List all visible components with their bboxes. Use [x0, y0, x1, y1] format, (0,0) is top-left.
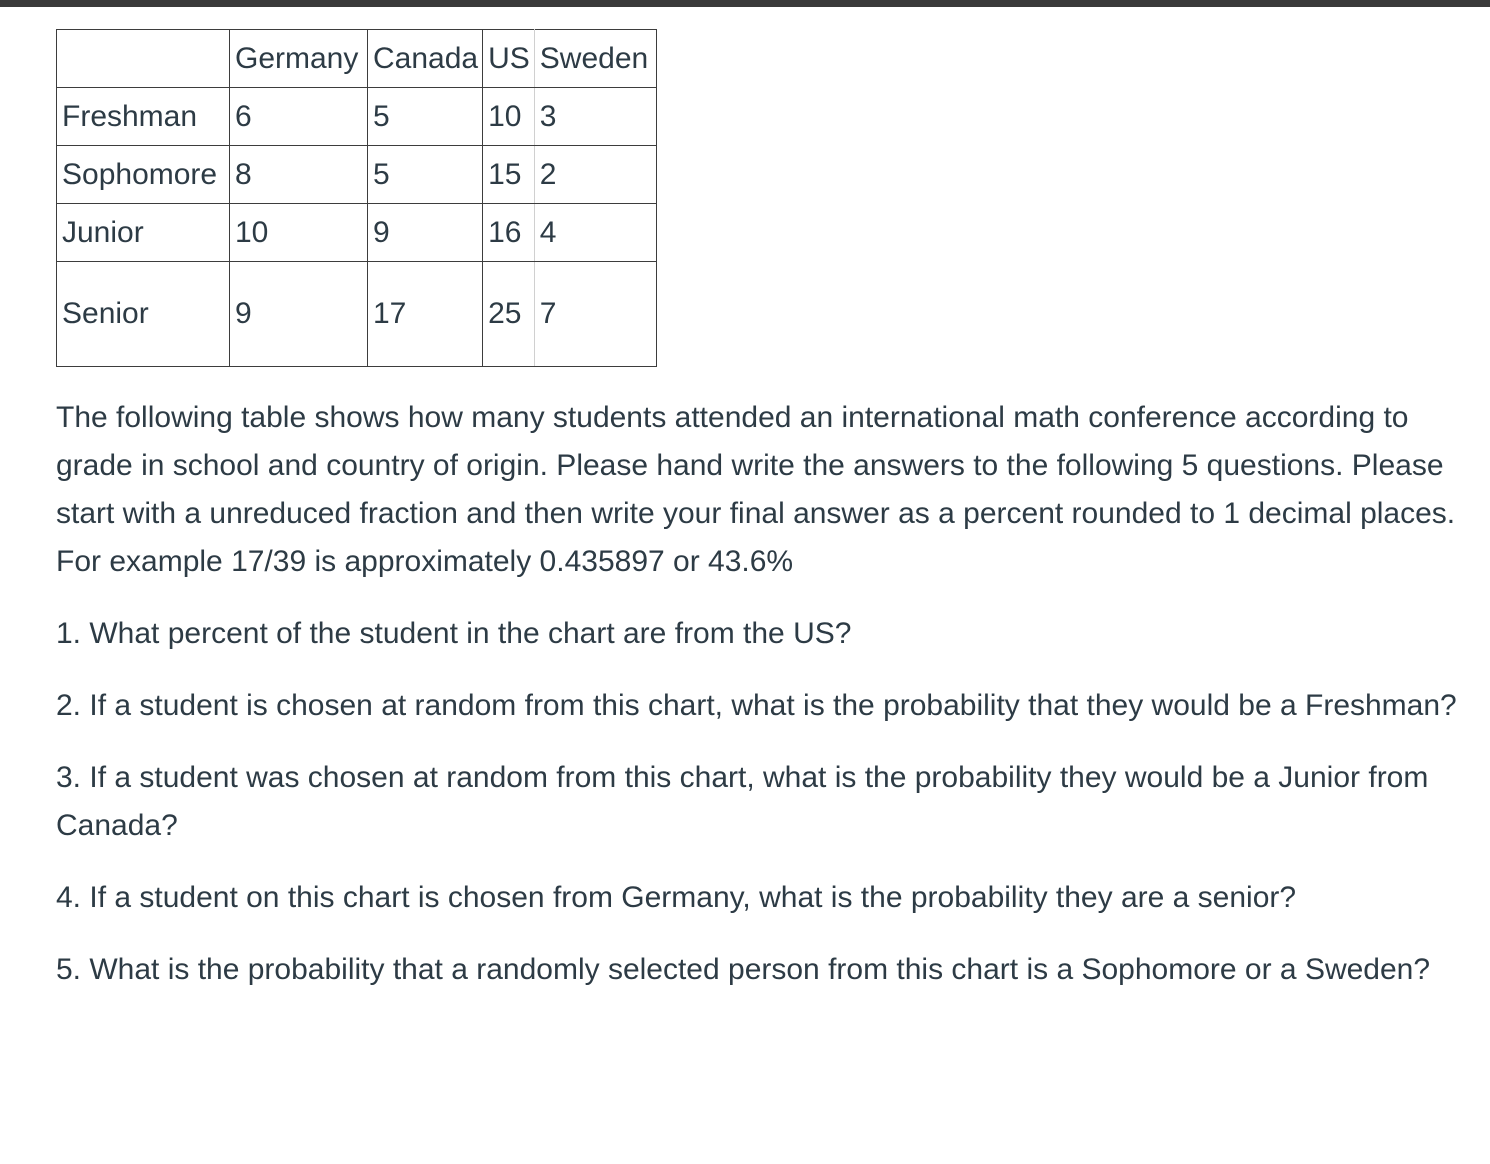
table-cell: 9	[230, 262, 368, 367]
table-cell: 6	[230, 88, 368, 146]
question-2: 2. If a student is chosen at random from this chart, what is the probability that they would be a Freshman?	[56, 689, 1457, 722]
table-cell: 4	[534, 204, 656, 262]
table-cell: 10	[483, 88, 535, 146]
question-3: 3. If a student was chosen at random from this chart, what is the probability they would be a Junior from Canada?	[56, 761, 1429, 842]
table-cell: 10	[230, 204, 368, 262]
question-1: 1. What percent of the student in the chart are from the US?	[56, 617, 852, 650]
table-cell: 2	[534, 146, 656, 204]
table-cell: 15	[483, 146, 535, 204]
top-bar	[0, 0, 1490, 7]
table-cell: 3	[534, 88, 656, 146]
table-row-label: Junior	[57, 204, 230, 262]
table-cell: 8	[230, 146, 368, 204]
table-row	[57, 262, 657, 367]
table-header-row	[57, 30, 657, 88]
question-4: 4. If a student on this chart is chosen from Germany, what is the probability they are a senior?	[56, 881, 1297, 914]
table-cell: 9	[368, 204, 483, 262]
table-header-cell: Sweden	[534, 30, 656, 88]
table-row-label: Freshman	[57, 88, 230, 146]
table-row	[57, 146, 657, 204]
table-header-cell: Canada	[368, 30, 483, 88]
table-row	[57, 204, 657, 262]
table-cell: 5	[368, 146, 483, 204]
table-header-cell	[57, 30, 230, 88]
question-5: 5. What is the probability that a randomly selected person from this chart is a Sophomore or a Sweden?	[56, 953, 1431, 986]
table-cell: 25	[483, 262, 535, 367]
table-header-cell: Germany	[230, 30, 368, 88]
table-header-cell: US	[483, 30, 535, 88]
intro-paragraph: The following table shows how many students attended an international math conference according to grade in school and country of origin. Please hand write the answers to the following 5 questions. Please start with a unreduced fraction and then write your final answer as a percent rounded to 1 decimal places. For example 17/39 is approximately 0.435897 or 43.6%	[56, 401, 1456, 578]
table-cell: 16	[483, 204, 535, 262]
table-row-label: Senior	[57, 262, 230, 367]
table-row-label: Sophomore	[57, 146, 230, 204]
table-cell: 5	[368, 88, 483, 146]
table-cell: 17	[368, 262, 483, 367]
table-cell: 7	[534, 262, 656, 367]
table-row	[57, 88, 657, 146]
student-table	[56, 29, 657, 367]
question-content	[56, 394, 1466, 1018]
